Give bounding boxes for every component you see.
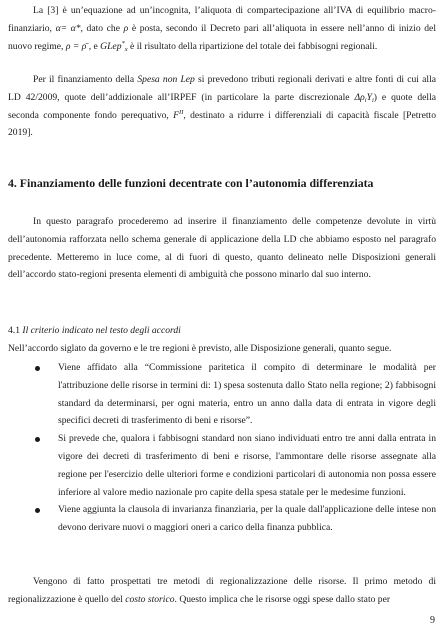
math-rho-bar: ρ = ρ̄ <box>65 40 87 52</box>
section-heading: 4. Finanziamento delle funzioni decentrate con l’autonomia differenziata <box>8 176 374 190</box>
list-item: Si prevede che, qualora i fabbisogni standard non siano individuati entro tre anni dalla entrata in vigore dei decreti di trasferimento di beni e risorse, l'ammontare delle risorse assegnate alla regione per l'esercizio delle ulteriori forme e condizioni particolari di autonomia non possa essere inferiore al valore medio nazionale pro capite della spesa statale per le medesime funzioni. <box>8 430 436 501</box>
math-rho: ρ <box>123 22 129 34</box>
paragraph-spesa-non-lep: Per il finanziamento della Spesa non Lep si prevedono tributi regionali derivati e altre fonti di cui alla LD 42/2009, quote dell’addizionale all’IRPEF (in particolare la parte discrezionale $\Delta\rho_iY_i$) e quote della seconda componente fondo perequativo, $F^{II}$, destinato a ridurre i differenziali di capacità fiscale [Petretto 2019]. <box>8 74 437 139</box>
list-item: Viene aggiunta la clausola di invarianza finanziaria, per la quale dall'applicazione delle intese non devono derivare nuovi o maggiori oneri a carico della finanza pubblica. <box>8 501 436 537</box>
math-delta-rho-y: $\Delta\rho_iY_i$ <box>354 91 374 104</box>
math-glep: GLep*$_x$ <box>100 39 128 53</box>
bullet-dot <box>35 366 40 371</box>
bullet-list <box>8 359 436 537</box>
paragraph-section-intro: In questo paragrafo procederemo ad inserire il finanziamento delle competenze devolute in virtù dell’autonomia rafforzata nello schema generale di applicazione della LD che abbiamo esposto nel paragrafo precedente. Metteremo in luce come, al di fuori di questo, quanto delineato nelle Disposizioni generali dell’accordo stato-regioni presenta elementi di ambiguità che possono minarlo dal suo interno. <box>8 216 436 281</box>
bullet-dot <box>35 508 40 513</box>
paragraph-equation-3: La [3] è un’equazione ad un’incognita, l’aliquota di compartecipazione all’IVA di equilibrio macro-finanziario, α= α*, dato che ρ è posta, secondo il Decreto pari all’aliquota in essere nell’anno di inizio del nuovo regime, ρ = ρ̄ , e GLep*$_x$ è il risultato della ripartizione del totale dei fabbisogni regionali. <box>8 5 436 53</box>
bullet-dot <box>35 437 40 442</box>
paragraph-accordo: Nell’accordo siglato da governo e le tre regioni è previsto, alle Disposizione generali, quanto segue. <box>8 343 392 354</box>
math-f-ii: $F^{II}$ <box>173 108 184 121</box>
italic-costo-storico: costo storico <box>125 593 175 605</box>
italic-spesa-non-lep: Spesa non Lep <box>137 74 195 85</box>
list-item: Viene affidato alla “Commissione paritetica il compito di determinare le modalità per l'attribuzione delle risorse in termini di: 1) spesa sostenuta dallo Stato nella regione; 2) fabbisogni standard da determinarsi, per ogni materia, entro un anno dalla data di entrata in vigore degli specifici decreti di trasferimento di beni e risorse”. <box>8 359 436 430</box>
subsection-heading: 4.1 Il criterio indicato nel testo degli accordi <box>8 325 181 336</box>
page-number: 9 <box>430 615 435 626</box>
math-alpha-star: α= α* <box>55 22 81 34</box>
paragraph-regionalizzazione: Vengono di fatto prospettati tre metodi di regionalizzazione delle risorse. Il primo metodo di regionalizzazione è quello del costo storico. Questo implica che le risorse oggi spese dallo stato per <box>8 576 436 605</box>
